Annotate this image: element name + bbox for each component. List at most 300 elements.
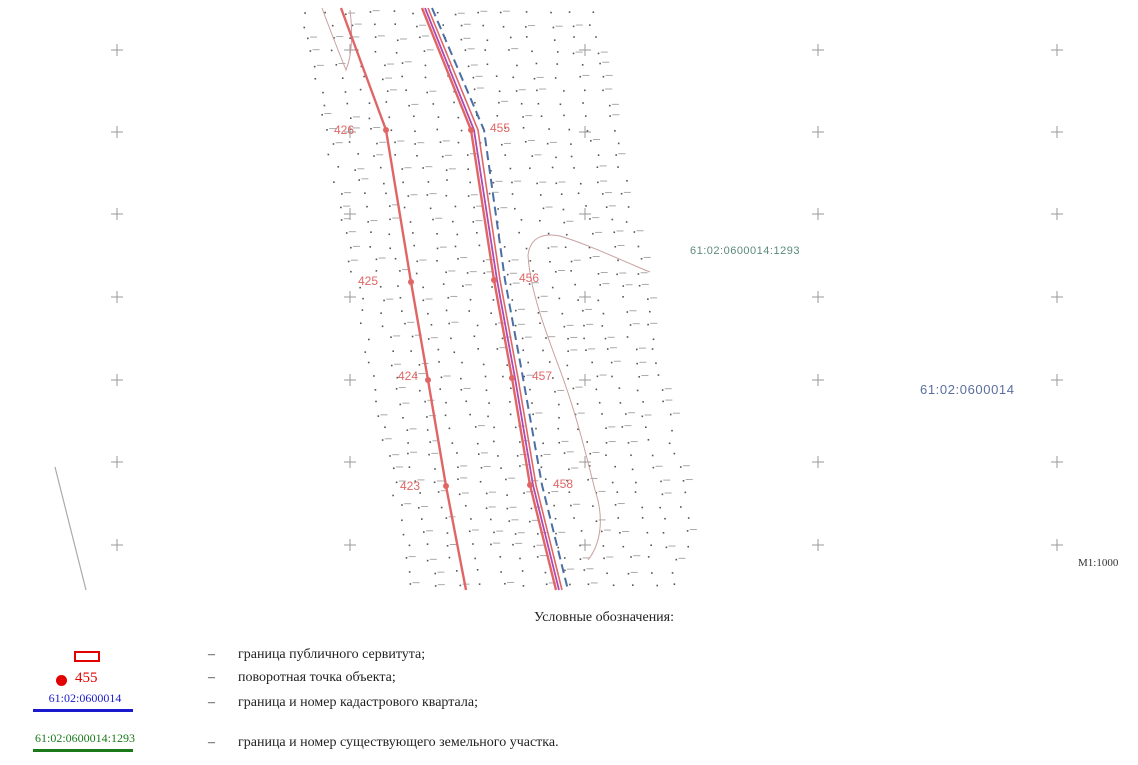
survey-dot (540, 194, 542, 196)
survey-dot (573, 167, 575, 169)
parcel-number-label: 61:02:0600014:1293 (690, 245, 800, 257)
survey-dot (448, 323, 450, 325)
survey-dot (525, 26, 527, 28)
survey-elevation-mark (609, 441, 616, 442)
survey-dot (529, 389, 531, 391)
survey-elevation-mark (535, 412, 542, 413)
survey-elevation-mark (421, 506, 428, 507)
survey-dot (389, 247, 391, 249)
survey-elevation-mark (355, 24, 362, 25)
survey-dot (401, 504, 403, 506)
survey-dot (638, 376, 640, 378)
survey-dot (396, 388, 398, 390)
survey-elevation-mark (544, 454, 551, 455)
survey-dot (590, 257, 592, 259)
survey-dot (357, 153, 359, 155)
survey-dot (425, 65, 427, 67)
survey-dot (557, 51, 559, 53)
survey-dot (570, 143, 572, 145)
vertex-458 (527, 482, 533, 488)
survey-elevation-mark (609, 205, 616, 206)
survey-dot (346, 103, 348, 105)
survey-dot (573, 388, 575, 390)
survey-elevation-mark (373, 127, 380, 128)
survey-elevation-mark (641, 375, 648, 376)
survey-elevation-mark (310, 37, 317, 38)
vertex-sample-label: 455 (75, 670, 98, 686)
survey-dot (601, 531, 603, 533)
survey-dot (515, 427, 517, 429)
survey-elevation-mark (515, 543, 522, 544)
survey-dot (582, 64, 584, 66)
survey-dot (487, 416, 489, 418)
survey-dot (474, 102, 476, 104)
survey-dot (427, 560, 429, 562)
survey-dot (552, 287, 554, 289)
survey-elevation-mark (351, 260, 358, 261)
survey-dot (501, 144, 503, 146)
survey-dot (423, 531, 425, 533)
survey-dot (310, 50, 312, 52)
survey-dot (683, 480, 685, 482)
survey-elevation-mark (541, 296, 548, 297)
survey-dot (364, 192, 366, 194)
survey-dot (384, 65, 386, 67)
vertex-426 (383, 127, 389, 133)
survey-dot (510, 414, 512, 416)
survey-elevation-mark (464, 24, 471, 25)
survey-dot (517, 455, 519, 457)
survey-elevation-mark (411, 194, 418, 195)
survey-dot (441, 507, 443, 509)
survey-dot (377, 415, 379, 417)
survey-elevation-mark (422, 36, 429, 37)
survey-dot (418, 507, 420, 509)
survey-dot (648, 556, 650, 558)
survey-dot (322, 92, 324, 94)
survey-dot (407, 429, 409, 431)
survey-elevation-mark (353, 116, 360, 117)
survey-dot (549, 261, 551, 263)
survey-dot (506, 364, 508, 366)
legend-item-vertex (0, 670, 1138, 692)
survey-elevation-mark (510, 273, 517, 274)
survey-dot (477, 569, 479, 571)
survey-elevation-mark (496, 181, 503, 182)
survey-elevation-mark (437, 480, 444, 481)
survey-elevation-mark (683, 465, 690, 466)
survey-elevation-mark (426, 299, 433, 300)
survey-dot (419, 390, 421, 392)
survey-dot (545, 572, 547, 574)
survey-dot (363, 76, 365, 78)
survey-elevation-mark (349, 231, 356, 232)
survey-elevation-mark (419, 260, 426, 261)
survey-dot (601, 325, 603, 327)
survey-dot (626, 221, 628, 223)
survey-dot (591, 362, 593, 364)
survey-dot (642, 517, 644, 519)
survey-dot (518, 232, 520, 234)
survey-dot (666, 547, 668, 549)
survey-elevation-mark (443, 140, 450, 141)
survey-dot (409, 545, 411, 547)
survey-elevation-mark (571, 467, 578, 468)
survey-dot (559, 298, 561, 300)
legend-item-servitude (0, 647, 1138, 669)
survey-elevation-mark (435, 218, 442, 219)
survey-dot (617, 517, 619, 519)
survey-dot (460, 378, 462, 380)
survey-dot (350, 271, 352, 273)
survey-dot (537, 533, 539, 535)
survey-elevation-mark (558, 181, 565, 182)
legend-dash: – (208, 735, 215, 750)
survey-dot (630, 324, 632, 326)
survey-dot (368, 339, 370, 341)
survey-elevation-mark (413, 582, 420, 583)
survey-elevation-mark (462, 493, 469, 494)
survey-elevation-mark (551, 491, 558, 492)
survey-elevation-mark (344, 192, 351, 193)
survey-elevation-mark (430, 559, 437, 560)
survey-dot (477, 12, 479, 14)
legend-item-quarter (0, 691, 1138, 717)
survey-dot (611, 219, 613, 221)
survey-dot (423, 300, 425, 302)
survey-dot (614, 246, 616, 248)
survey-dot (486, 389, 488, 391)
survey-dot (658, 374, 660, 376)
survey-dot (456, 452, 458, 454)
survey-elevation-mark (525, 337, 532, 338)
survey-dot (688, 517, 690, 519)
survey-dot (461, 39, 463, 41)
survey-dot (531, 51, 533, 53)
quarter-number-label: 61:02:0600014 (920, 382, 1015, 397)
survey-dot (333, 181, 335, 183)
survey-elevation-mark (570, 349, 577, 350)
survey-dot (370, 231, 372, 233)
survey-dot (467, 272, 469, 274)
survey-dot (617, 166, 619, 168)
servitude-symbol (20, 647, 150, 669)
survey-dot (375, 401, 377, 403)
survey-dot (504, 246, 506, 248)
survey-elevation-mark (567, 325, 574, 326)
survey-dot (457, 466, 459, 468)
survey-dot (467, 154, 469, 156)
survey-elevation-mark (601, 272, 608, 273)
red-rectangle-icon (74, 651, 100, 662)
survey-dot (606, 442, 608, 444)
survey-elevation-mark (353, 246, 360, 247)
survey-dot (536, 183, 538, 185)
survey-dot (511, 182, 513, 184)
survey-dot (621, 193, 623, 195)
survey-elevation-mark (608, 426, 615, 427)
survey-elevation-mark (539, 89, 546, 90)
survey-elevation-mark (678, 558, 685, 559)
survey-elevation-mark (418, 373, 425, 374)
survey-dot (567, 365, 569, 367)
survey-elevation-mark (511, 48, 518, 49)
survey-dot (618, 143, 620, 145)
survey-dot (617, 260, 619, 262)
survey-dot (652, 455, 654, 457)
survey-dot (350, 117, 352, 119)
survey-dot (526, 36, 528, 38)
survey-dot (547, 143, 549, 145)
survey-dot (449, 557, 451, 559)
survey-dot (394, 142, 396, 144)
survey-dot (367, 221, 369, 223)
survey-dot (362, 298, 364, 300)
survey-dot (453, 102, 455, 104)
survey-dot (652, 348, 654, 350)
survey-dot (422, 287, 424, 289)
survey-dot (442, 156, 444, 158)
survey-dot (597, 166, 599, 168)
survey-dot (413, 245, 415, 247)
survey-dot (564, 557, 566, 559)
survey-dot (628, 206, 630, 208)
point-label: 426 (334, 123, 355, 137)
survey-dot (508, 520, 510, 522)
vertex-457 (509, 375, 515, 381)
vertex-424 (425, 377, 431, 383)
survey-dot (538, 312, 540, 314)
survey-dot (685, 492, 687, 494)
survey-dot (541, 455, 543, 457)
survey-dot (553, 27, 555, 29)
survey-dot (490, 519, 492, 521)
survey-elevation-mark (595, 232, 602, 233)
survey-elevation-mark (578, 413, 585, 414)
survey-dot (626, 311, 628, 313)
survey-dot (483, 364, 485, 366)
survey-dot (333, 143, 335, 145)
survey-dot (584, 90, 586, 92)
survey-dot (539, 322, 541, 324)
survey-elevation-mark (519, 89, 526, 90)
survey-dot (516, 90, 518, 92)
survey-dot (510, 284, 512, 286)
survey-dot (669, 442, 671, 444)
survey-dot (670, 414, 672, 416)
survey-dot (647, 298, 649, 300)
survey-elevation-mark (618, 153, 625, 154)
survey-dot (675, 559, 677, 561)
survey-elevation-mark (601, 52, 608, 53)
survey-dot (571, 261, 573, 263)
survey-dot (522, 349, 524, 351)
survey-dot (412, 232, 414, 234)
survey-dot (570, 270, 572, 272)
survey-dot (649, 311, 651, 313)
point-label: 425 (358, 274, 379, 288)
survey-elevation-mark (481, 452, 488, 453)
survey-dot (382, 439, 384, 441)
survey-elevation-mark (665, 388, 672, 389)
survey-dot (674, 453, 676, 455)
survey-dot (331, 50, 333, 52)
survey-elevation-mark (608, 337, 615, 338)
survey-dot (373, 375, 375, 377)
survey-elevation-mark (510, 507, 517, 508)
survey-dot (482, 25, 484, 27)
survey-dot (687, 546, 689, 548)
survey-dot (512, 544, 514, 546)
survey-dot (445, 271, 447, 273)
survey-dot (536, 90, 538, 92)
survey-dot (532, 413, 534, 415)
survey-dot (580, 183, 582, 185)
survey-dot (628, 573, 630, 575)
survey-dot (662, 494, 664, 496)
survey-dot (549, 361, 551, 363)
survey-elevation-mark (489, 506, 496, 507)
survey-dot (477, 348, 479, 350)
survey-dot (468, 195, 470, 197)
survey-dot (567, 350, 569, 352)
survey-elevation-mark (567, 569, 574, 570)
survey-dot (401, 519, 403, 521)
survey-dot (555, 271, 557, 273)
survey-elevation-mark (628, 412, 635, 413)
survey-elevation-mark (618, 503, 625, 504)
survey-elevation-mark (642, 284, 649, 285)
survey-dot (480, 481, 482, 483)
survey-dot (462, 285, 464, 287)
survey-dot (577, 403, 579, 405)
survey-dot (369, 118, 371, 120)
survey-elevation-mark (507, 582, 514, 583)
legend-dash: – (208, 670, 215, 685)
survey-dot (526, 11, 528, 13)
survey-dot (558, 417, 560, 419)
survey-dot (525, 141, 527, 143)
survey-dot (541, 115, 543, 117)
survey-elevation-mark (573, 504, 580, 505)
survey-dot (582, 102, 584, 104)
survey-dot (647, 532, 649, 534)
survey-dot (598, 273, 600, 275)
survey-elevation-mark (612, 104, 619, 105)
legend-text: граница и номер существующего земельного участка. (238, 735, 559, 750)
survey-dot (395, 258, 397, 260)
survey-dot (611, 376, 613, 378)
survey-elevation-mark (352, 36, 359, 37)
survey-dot (487, 39, 489, 41)
survey-dot (470, 299, 472, 301)
object-line (425, 8, 559, 590)
survey-dot (477, 325, 479, 327)
survey-dot (474, 558, 476, 560)
survey-elevation-mark (576, 52, 583, 53)
survey-elevation-mark (599, 519, 606, 520)
survey-elevation-mark (385, 78, 392, 79)
survey-dot (582, 310, 584, 312)
survey-elevation-mark (471, 65, 478, 66)
survey-dot (349, 141, 351, 143)
survey-dot (419, 364, 421, 366)
survey-dot (561, 193, 563, 195)
survey-dot (303, 27, 305, 29)
survey-elevation-mark (558, 270, 565, 271)
survey-dot (366, 206, 368, 208)
survey-dot (434, 481, 436, 483)
survey-elevation-mark (449, 168, 456, 169)
survey-dot (603, 76, 605, 78)
survey-dot (442, 24, 444, 26)
survey-dot (332, 25, 334, 27)
survey-dot (655, 362, 657, 364)
survey-dot (645, 426, 647, 428)
survey-dot (605, 338, 607, 340)
survey-dot (437, 12, 439, 14)
survey-dot (490, 544, 492, 546)
survey-dot (341, 193, 343, 195)
survey-dot (622, 426, 624, 428)
survey-elevation-mark (489, 492, 496, 493)
legend-text: граница и номер кадастрового квартала; (238, 695, 478, 710)
survey-elevation-mark (438, 584, 445, 585)
survey-dot (603, 545, 605, 547)
survey-elevation-mark (440, 247, 447, 248)
survey-dot (436, 260, 438, 262)
survey-dot (632, 584, 634, 586)
survey-elevation-mark (400, 38, 407, 39)
survey-elevation-mark (625, 284, 632, 285)
survey-dot (376, 259, 378, 261)
survey-elevation-mark (430, 193, 437, 194)
survey-dot (550, 12, 552, 14)
survey-dot (487, 63, 489, 65)
survey-dot (622, 546, 624, 548)
survey-dot (426, 416, 428, 418)
survey-elevation-mark (592, 452, 599, 453)
survey-elevation-mark (558, 532, 565, 533)
survey-dot (541, 466, 543, 468)
survey-elevation-mark (370, 220, 377, 221)
survey-elevation-mark (551, 246, 558, 247)
survey-elevation-mark (426, 530, 433, 531)
survey-dot (407, 442, 409, 444)
survey-dot (546, 583, 548, 585)
survey-elevation-mark (468, 48, 475, 49)
survey-elevation-mark (410, 452, 417, 453)
survey-dot (589, 218, 591, 220)
survey-dot (622, 296, 624, 298)
survey-dot (560, 103, 562, 105)
survey-dot (459, 494, 461, 496)
survey-elevation-mark (470, 271, 477, 272)
survey-dot (403, 534, 405, 536)
survey-elevation-mark (602, 283, 609, 284)
blue-line-icon (33, 709, 133, 712)
survey-dot (405, 89, 407, 91)
survey-elevation-mark (650, 323, 657, 324)
survey-dot (512, 193, 514, 195)
survey-dot (521, 219, 523, 221)
survey-dot (432, 103, 434, 105)
survey-dot (506, 494, 508, 496)
survey-dot (602, 193, 604, 195)
survey-elevation-mark (624, 192, 631, 193)
survey-dot (484, 49, 486, 51)
point-label: 456 (519, 271, 540, 285)
